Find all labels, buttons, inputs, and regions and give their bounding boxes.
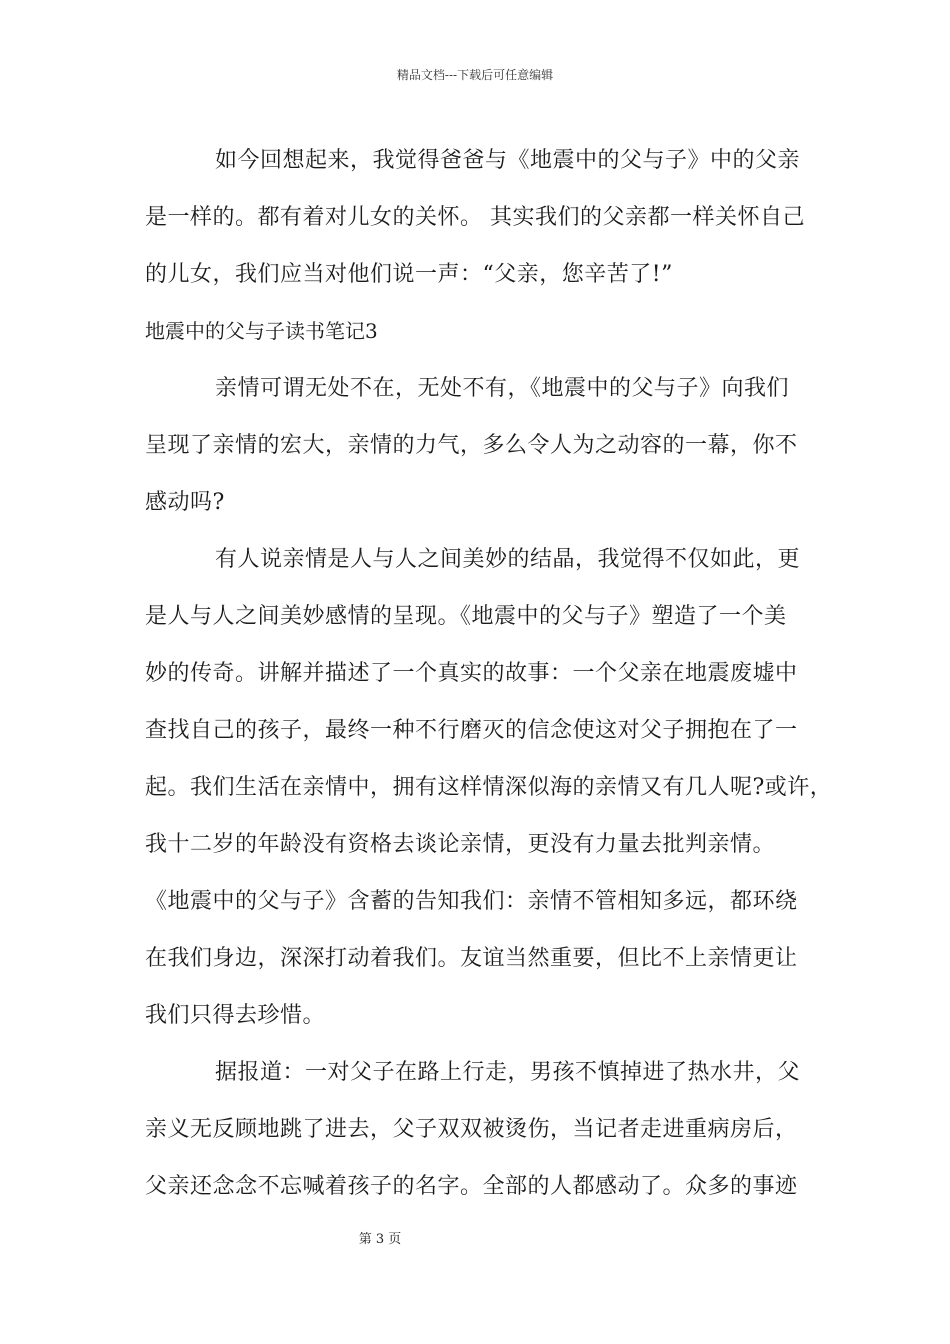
paragraph-line: 在我们身边，深深打动着我们。友谊当然重要，但比不上亲情更让 xyxy=(145,946,798,971)
paragraph-line: 有人说亲情是人与人之间美妙的结晶，我觉得不仅如此，更 xyxy=(215,547,801,572)
page-header: 精品文档---下载后可任意编辑 xyxy=(396,68,554,82)
paragraph-line: 亲义无反顾地跳了进去，父子双双被烫伤，当记者走进重病房后， xyxy=(145,1117,798,1142)
paragraph-line: 查找自己的孩子，最终一种不行磨灭的信念使这对父子拥抱在了一 xyxy=(145,718,798,743)
paragraph-line: 如今回想起来，我觉得爸爸与《地震中的父与子》中的父亲 xyxy=(215,148,801,173)
paragraph-line: 呈现了亲情的宏大，亲情的力气，多么令人为之动容的一幕，你不 xyxy=(145,433,798,458)
paragraph-line: 是人与人之间美妙感情的呈现。《地震中的父与子》塑造了一个美 xyxy=(145,604,787,629)
page-number: 第 3 页 xyxy=(358,1232,402,1247)
document-body xyxy=(145,132,833,1215)
section-heading: 地震中的父与子读书笔记3 xyxy=(145,319,378,343)
paragraph-line: 我们只得去珍惜。 xyxy=(145,1003,326,1028)
paragraph-line: 感动吗? xyxy=(145,490,225,515)
paragraph-line: 亲情可谓无处不在，无处不有，《地震中的父与子》向我们 xyxy=(215,376,790,401)
paragraph-line: 起。我们生活在亲情中，拥有这样情深似海的亲情又有几人呢?或许， xyxy=(145,775,833,800)
paragraph-line: 的儿女，我们应当对他们说一声：“父亲，您辛苦了!” xyxy=(145,262,673,287)
paragraph-line: 是一样的。都有着对儿女的关怀。 其实我们的父亲都一样关怀自己 xyxy=(145,205,805,230)
paragraph-line: 据报道：一对父子在路上行走，男孩不慎掉进了热水井，父 xyxy=(215,1060,801,1085)
paragraph-line: 《地震中的父与子》含蓄的告知我们：亲情不管相知多远，都环绕 xyxy=(145,889,798,914)
paragraph-line: 我十二岁的年龄没有资格去谈论亲情，更没有力量去批判亲情。 xyxy=(145,832,776,857)
paragraph-line: 父亲还念念不忘喊着孩子的名字。全部的人都感动了。众多的事迹 xyxy=(145,1174,798,1199)
paragraph-line: 妙的传奇。讲解并描述了一个真实的故事：一个父亲在地震废墟中 xyxy=(145,661,798,686)
